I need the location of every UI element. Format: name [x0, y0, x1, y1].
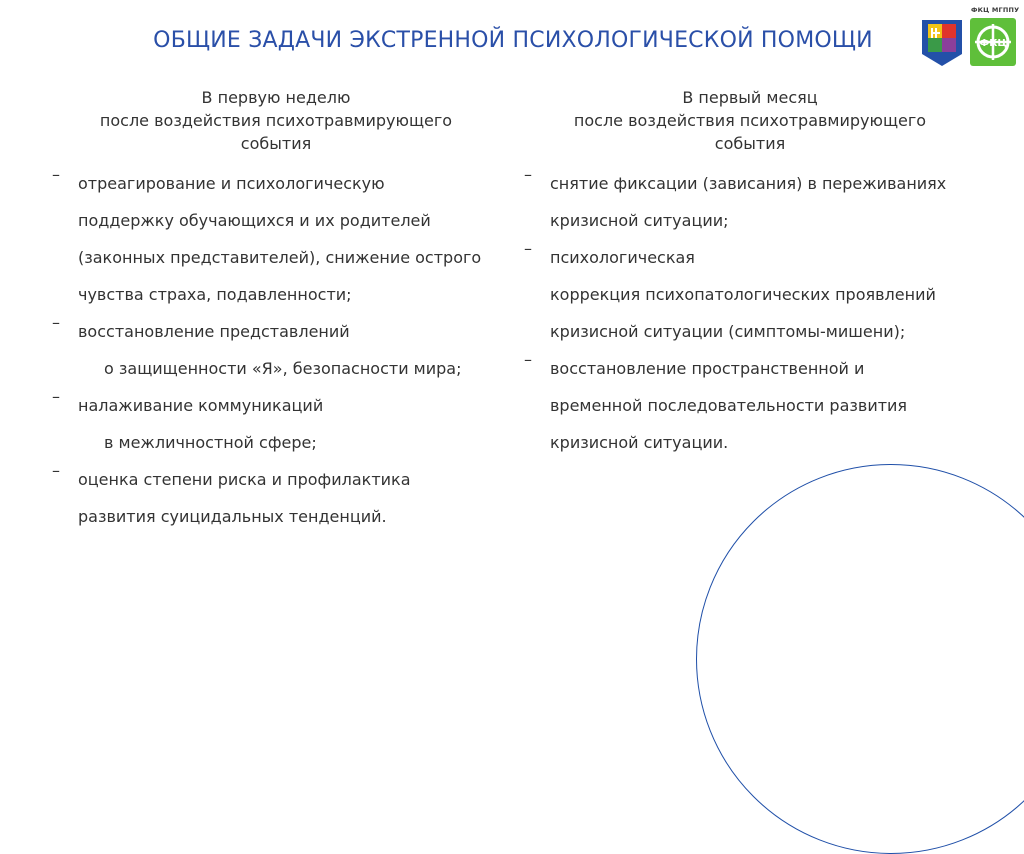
list-item-text: отреагирование и психологическую — [78, 174, 385, 193]
dash-bullet: – — [52, 165, 60, 184]
list-item-line: о защищенности «Я», безопасности мира; — [104, 359, 462, 378]
list-item-line: (законных представителей), снижение острого — [78, 248, 482, 267]
right-task-list — [520, 165, 990, 461]
list-item-line: психологическая — [550, 248, 695, 267]
fkc-logo-text: ФКЦ — [979, 38, 1007, 49]
dash-bullet: – — [524, 350, 532, 369]
list-item — [520, 350, 990, 461]
list-item-line: восстановление представлений — [78, 322, 350, 341]
list-item-line: в межличностной сфере; — [104, 433, 317, 452]
list-item-line: оценка степени риска и профилактика — [78, 470, 411, 489]
fkc-logo — [968, 6, 1018, 68]
list-item — [520, 165, 990, 239]
right-heading-line: после воздействия психотравмирующего — [573, 111, 927, 130]
list-item — [48, 165, 500, 313]
fkc-logo-label: ФКЦ МГППУ — [971, 6, 1020, 14]
list-item-line: коррекция психопатологических проявлений — [550, 285, 936, 304]
right-heading-line: В первый месяц — [682, 88, 818, 107]
right-heading-line: события — [714, 134, 786, 153]
page-title: ОБЩИЕ ЗАДАЧИ ЭКСТРЕННОЙ ПСИХОЛОГИЧЕСКОЙ ПОМОЩИ — [153, 28, 873, 53]
dash-bullet: – — [52, 387, 60, 406]
left-heading-line: В первую неделю — [201, 88, 351, 107]
list-item — [48, 313, 500, 387]
list-item — [520, 239, 990, 350]
list-item-line: снятие фиксации (зависания) в переживаниях — [550, 174, 947, 193]
university-logo — [920, 18, 964, 68]
list-item-line: восстановление пространственной и — [550, 359, 865, 378]
left-task-list — [48, 165, 500, 535]
list-item-line: развития суицидальных тенденций. — [78, 507, 387, 526]
list-item-line: поддержку обучающихся и их родителей — [78, 211, 431, 230]
dash-bullet: – — [52, 313, 60, 332]
right-column-heading — [540, 86, 960, 155]
dash-bullet: – — [524, 239, 532, 258]
list-item — [48, 387, 500, 461]
left-heading-line: события — [240, 134, 312, 153]
list-item-line: чувства страха, подавленности; — [78, 285, 352, 304]
list-item-line: кризисной ситуации; — [550, 211, 729, 230]
decorative-circle — [696, 464, 1024, 854]
left-heading-line: после воздействия психотравмирующего — [99, 111, 453, 130]
list-item-line: временной последовательности развития — [550, 396, 908, 415]
list-item-line — [78, 165, 500, 202]
list-item-line: кризисной ситуации (симптомы-мишени); — [550, 322, 906, 341]
left-column-heading — [60, 86, 492, 155]
list-item-line: налаживание коммуникаций — [78, 396, 324, 415]
list-item — [48, 461, 500, 535]
list-item-line: кризисной ситуации. — [550, 433, 729, 452]
dash-bullet: – — [524, 165, 532, 184]
dash-bullet: – — [52, 461, 60, 480]
